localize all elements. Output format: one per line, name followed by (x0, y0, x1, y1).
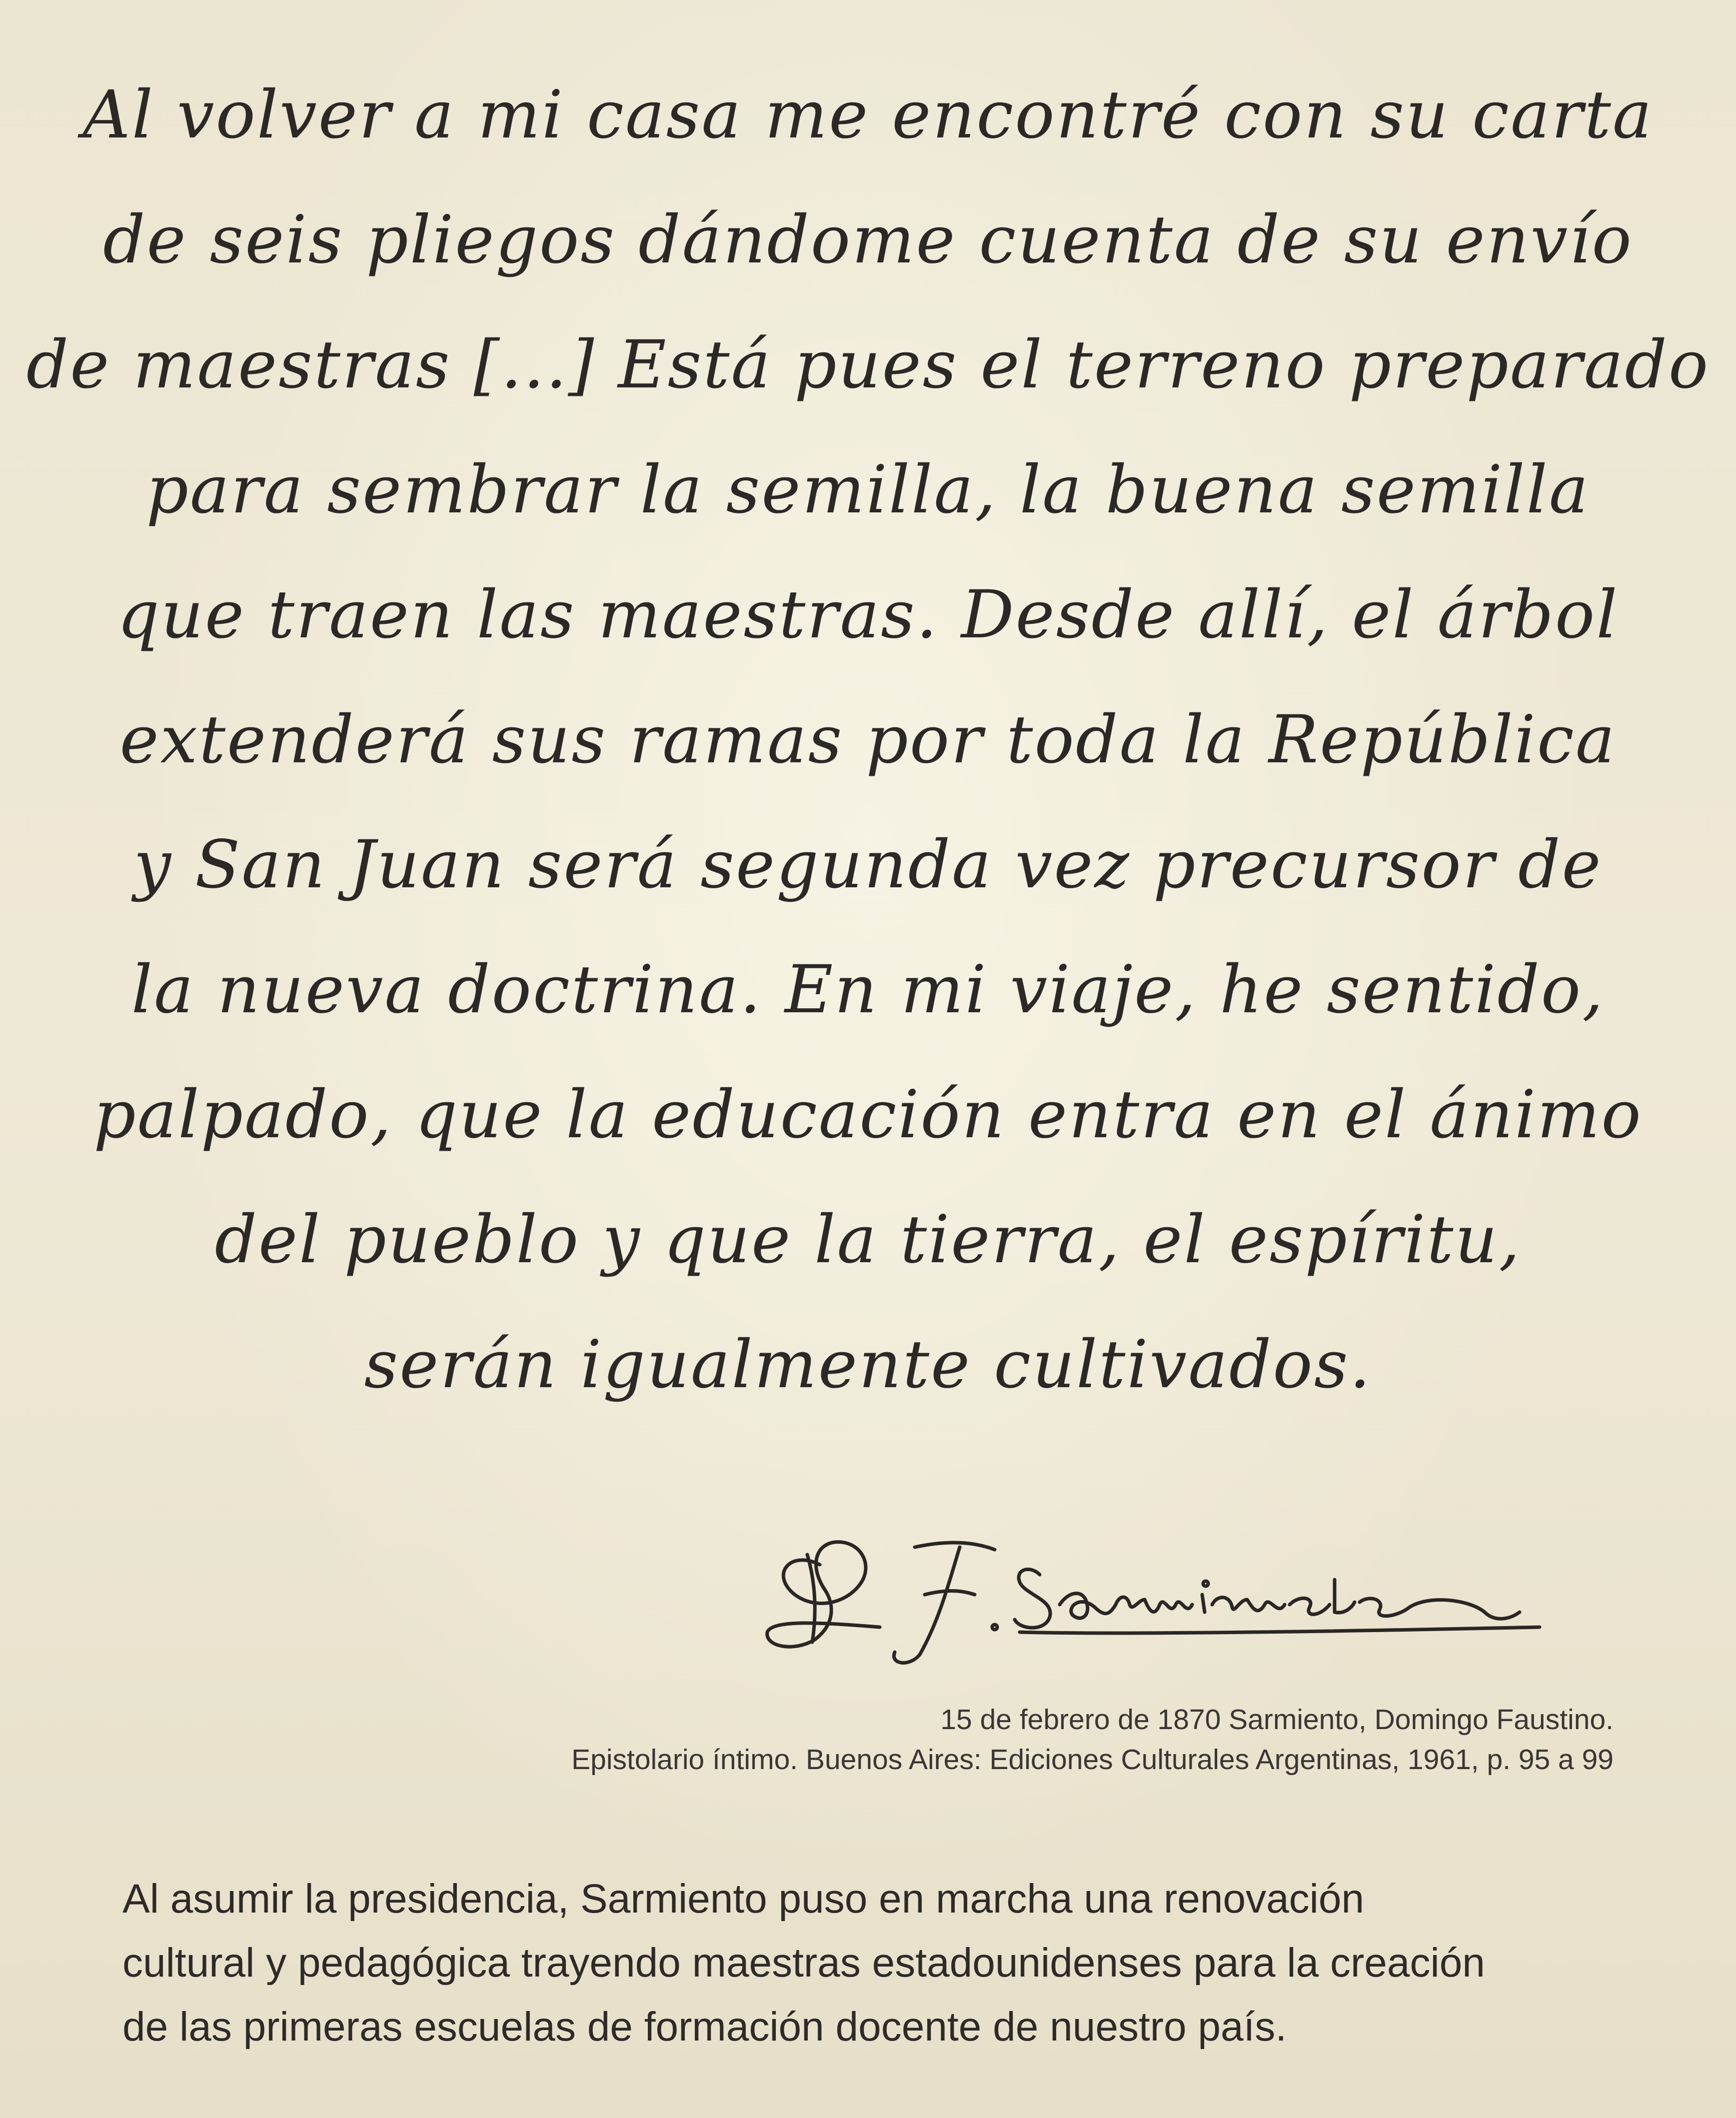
quote-line: y San Juan será segunda vez precursor de (133, 826, 1603, 903)
quote-line: la nueva doctrina. En mi viaje, he sentido, (131, 951, 1605, 1028)
quote-line: palpado, que la educación entra en el ánimo (93, 1076, 1643, 1153)
citation-line-date: 15 de febrero de 1870 Sarmiento, Domingo Faustino. (940, 1704, 1614, 1736)
quote-line: del pueblo y que la tierra, el espíritu, (214, 1201, 1522, 1278)
quote-line: de seis pliegos dándome cuenta de su envío (103, 201, 1633, 278)
citation (314, 1700, 1614, 1780)
summary-text (122, 1867, 1622, 2059)
quote-line: que traen las maestras. Desde allí, el árbol (117, 576, 1619, 653)
summary-line: cultural y pedagógica trayendo maestras estadounidenses para la creación (122, 1940, 1485, 1986)
quote-line: serán igualmente cultivados. (364, 1326, 1372, 1403)
signature (760, 1520, 1600, 1670)
quote-line: para sembrar la semilla, la buena semilla (146, 451, 1590, 528)
quote-line: extenderá sus ramas por toda la República (119, 701, 1617, 778)
summary-line: de las primeras escuelas de formación docente de nuestro país. (122, 2004, 1287, 2050)
quote-line: de maestras [...] Está pues el terreno preparado (26, 326, 1710, 403)
citation-line-source: Epistolario íntimo. Buenos Aires: Ediciones Culturales Argentinas, 1961, p. 95 a 99 (571, 1744, 1614, 1776)
quote-line: Al volver a mi casa me encontré con su carta (82, 76, 1654, 153)
summary-line: Al asumir la presidencia, Sarmiento puso en marcha una renovación (122, 1876, 1365, 1922)
